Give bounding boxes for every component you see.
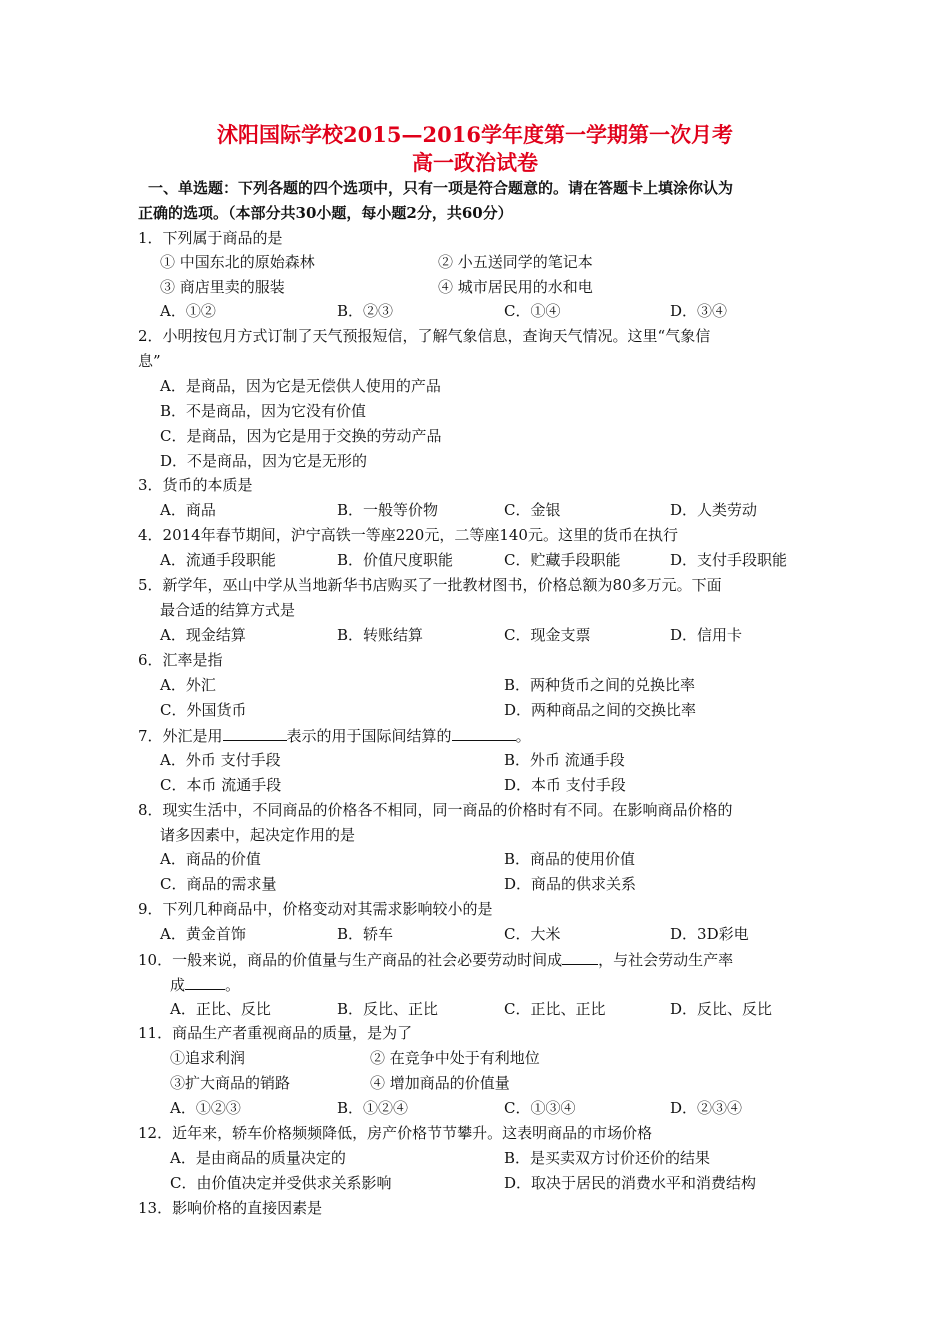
question-item: ③ 商店里卖的服装 (160, 278, 285, 296)
question-stem: 4．2014年春节期间，沪宁高铁一等座220元，二等座140元。这里的货币在执行 (138, 526, 678, 544)
option-b: B．不是商品，因为它没有价值 (160, 402, 367, 420)
exam-subtitle: 高一政治试卷 (412, 150, 538, 175)
question-stem: 3．货币的本质是 (138, 476, 253, 494)
option-b: B．反比、正比 (337, 1000, 439, 1018)
option-d: D．②③④ (670, 1099, 743, 1117)
answer-blank (562, 949, 598, 965)
option-a: A．黄金首饰 (160, 925, 246, 943)
option-b: B．①②④ (337, 1099, 409, 1117)
question-stem (138, 725, 531, 746)
question-item: ② 在竞争中处于有利地位 (370, 1049, 540, 1067)
option-b: B．是买卖双方讨价还价的结果 (504, 1149, 711, 1167)
option-c: C．正比、正比 (504, 1000, 606, 1018)
option-c: C．贮藏手段职能 (504, 551, 621, 569)
question-item: ① 中国东北的原始森林 (160, 253, 315, 271)
option-b: B．②③ (337, 302, 394, 320)
option-c: C．由价值决定并受供求关系影响 (170, 1174, 392, 1192)
option-c: C．是商品，因为它是用于交换的劳动产品 (160, 427, 442, 445)
option-a: A．①②③ (170, 1099, 241, 1117)
option-a: A．流通手段职能 (160, 551, 276, 569)
option-b: B．轿车 (337, 925, 394, 943)
stem-part: 7．外汇是用 (138, 727, 223, 745)
option-a: A．外汇 (160, 676, 216, 694)
stem-part: 。 (225, 976, 241, 994)
section-instruction-line2: 正确的选项。（本部分共30小题，每小题2分，共60分） (138, 204, 513, 222)
question-stem: 8．现实生活中，不同商品的价格各不相同，同一商品的价格时有不同。在影响商品价格的 (138, 801, 733, 819)
stem-part: 成 (170, 976, 186, 994)
option-b: B．外币 流通手段 (504, 751, 625, 769)
option-a: A．正比、反比 (170, 1000, 271, 1018)
question-stem: 13．影响价格的直接因素是 (138, 1199, 323, 1217)
question-stem: 9．下列几种商品中，价格变动对其需求影响较小的是 (138, 900, 493, 918)
option-d: D．两种商品之间的交换比率 (504, 701, 697, 719)
stem-part: ，与社会劳动生产率 (598, 951, 734, 969)
question-stem-cont (170, 974, 240, 995)
stem-part: 10．一般来说，商品的价值量与生产商品的社会必要劳动时间成 (138, 951, 563, 969)
option-b: B．两种货币之间的兑换比率 (504, 676, 696, 694)
option-a: A．商品的价值 (160, 850, 261, 868)
option-d: D．反比、反比 (670, 1000, 773, 1018)
question-stem: 12．近年来，轿车价格频频降低，房产价格节节攀升。这表明商品的市场价格 (138, 1124, 653, 1142)
option-c: C．①③④ (504, 1099, 576, 1117)
stem-part: 表示的用于国际间结算的 (286, 727, 452, 745)
option-b: B．商品的使用价值 (504, 850, 636, 868)
section-instruction-line1: 一、单选题：下列各题的四个选项中，只有一项是符合题意的。请在答题卡上填涂你认为 (148, 179, 734, 197)
question-item: ①追求利润 (170, 1049, 246, 1067)
question-stem: 1．下列属于商品的是 (138, 229, 283, 247)
option-b: B．价值尺度职能 (337, 551, 454, 569)
question-stem (138, 949, 733, 970)
option-c: C．外国货币 (160, 701, 247, 719)
question-item: ④ 城市居民用的水和电 (438, 278, 593, 296)
option-a: A．商品 (160, 501, 216, 519)
question-stem: 2．小明按包月方式订制了天气预报短信，了解气象信息，查询天气情况。这里“气象信 (138, 327, 711, 345)
exam-title: 沭阳国际学校2015—2016学年度第一学期第一次月考 (217, 122, 733, 147)
question-item: ④ 增加商品的价值量 (370, 1074, 510, 1092)
question-stem: 6．汇率是指 (138, 651, 223, 669)
question-stem-cont: 诸多因素中，起决定作用的是 (160, 826, 356, 844)
option-c: C．①④ (504, 302, 561, 320)
option-b: B．一般等价物 (337, 501, 439, 519)
option-d: D．人类劳动 (670, 501, 758, 519)
question-stem-cont: 息” (138, 352, 161, 370)
option-c: C．本币 流通手段 (160, 776, 282, 794)
option-a: A．现金结算 (160, 626, 246, 644)
question-item: ③扩大商品的销路 (170, 1074, 291, 1092)
option-d: D．取决于居民的消费水平和消费结构 (504, 1174, 757, 1192)
question-stem: 5．新学年，巫山中学从当地新华书店购买了一批教材图书，价格总额为80多万元。下面 (138, 576, 722, 594)
question-stem: 11．商品生产者重视商品的质量，是为了 (138, 1024, 413, 1042)
option-c: C．金银 (504, 501, 561, 519)
option-a: A．外币 支付手段 (160, 751, 281, 769)
option-a: A．①② (160, 302, 216, 320)
answer-blank (185, 974, 225, 990)
option-a: A．是商品，因为它是无偿供人使用的产品 (160, 377, 441, 395)
stem-part: 。 (515, 727, 531, 745)
option-d: D．支付手段职能 (670, 551, 788, 569)
option-d: D．3D彩电 (670, 925, 749, 943)
option-d: D．本币 支付手段 (504, 776, 626, 794)
answer-blank (223, 725, 287, 741)
option-c: C．大米 (504, 925, 561, 943)
question-stem-cont: 最合适的结算方式是 (160, 601, 296, 619)
option-d: D．商品的供求关系 (504, 875, 637, 893)
option-d: D．信用卡 (670, 626, 743, 644)
option-b: B．转账结算 (337, 626, 424, 644)
option-c: C．商品的需求量 (160, 875, 277, 893)
option-a: A．是由商品的质量决定的 (170, 1149, 346, 1167)
question-item: ② 小五送同学的笔记本 (438, 253, 593, 271)
answer-blank (452, 725, 516, 741)
option-c: C．现金支票 (504, 626, 591, 644)
option-d: D．不是商品，因为它是无形的 (160, 452, 368, 470)
option-d: D．③④ (670, 302, 728, 320)
